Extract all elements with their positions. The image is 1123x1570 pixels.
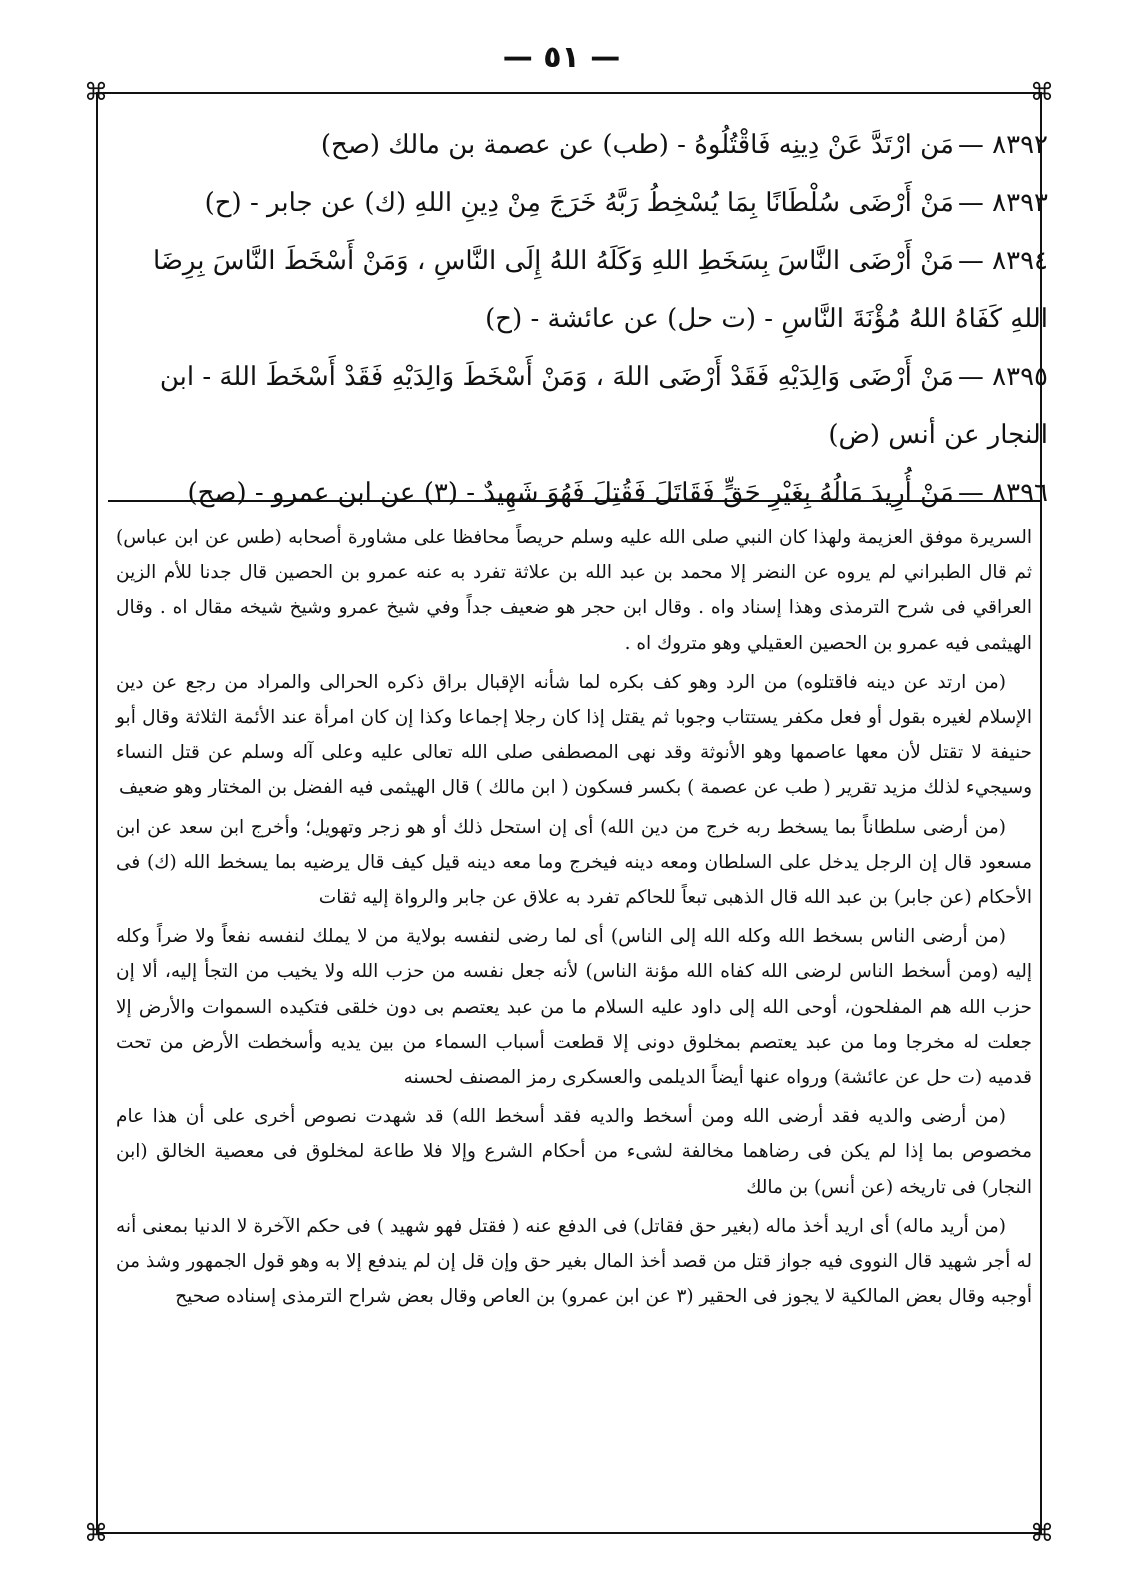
corner-ornament-top-left: ⌘ xyxy=(84,78,108,106)
commentary-section xyxy=(116,520,1032,1314)
hadith-text: مَنْ أَرْضَى النَّاسَ بِسَخَطِ اللهِ وَكَلَهُ اللهُ إِلَى النَّاسِ ، وَمَنْ أَسْخَطَ النَّاسَ بِرِضَا اللهِ كَفَاهُ اللهُ مُؤْنَةَ النَّاسِ - (ت حل) عن عائشة - (ح) xyxy=(152,246,1048,334)
hadith-number: ٨٣٩٦ — xyxy=(957,478,1048,508)
footnote-separator xyxy=(108,500,1042,502)
commentary-paragraph: (من أرضى سلطاناً بما يسخط ربه خرج من دين الله) أى إن استحل ذلك أو هو زجر وتهويل؛ وأخرج ابن سعد عن ابن مسعود قال إن الرجل يدخل على السلطان ومعه دينه فيخرج وما معه دينه قيل كيف قال يرضيه بما يسخط الله (ك) فى الأحكام (عن جابر) بن عبد الله قال الذهبى تبعاً للحاكم تفرد به علاق عن جابر والرواة إليه ثقات xyxy=(116,816,1032,909)
hadith-text: مَنْ أَرْضَى سُلْطَانًا بِمَا يُسْخِطُ رَبَّهُ خَرَجَ مِنْ دِينِ اللهِ (ك) عن جابر - (ح) xyxy=(204,188,954,218)
page-number: — ٥١ — xyxy=(502,40,621,75)
hadith-entry xyxy=(118,348,1048,464)
hadith-entry xyxy=(118,174,1048,232)
hadith-number: ٨٣٩٤ — xyxy=(957,246,1048,276)
commentary-paragraph: (من أرضى الناس بسخط الله وكله الله إلى الناس) أى لما رضى لنفسه بولاية من لا يملك لنفسه نفعاً ولا ضراً وكله إليه (ومن أسخط الناس لرضى الله كفاه الله مؤنة الناس) لأنه جعل نفسه من حزب الله ولا يخيب من التجأ إليه، ألا إن حزب الله هم المفلحون، أوحى الله إلى داود عليه السلام ما من عبد يعتصم بى دون خلقى فتكيده السموات والأرض إلا جعلت له مخرجا وما من عبد يعتصم بمخلوق دونى إلا قطعت أسباب السماء من بين يديه وأسخطت الأرض من تحت قدميه (ت حل عن عائشة) ورواه عنها أيضاً الديلمى والعسكرى رمز المصنف لحسنه xyxy=(116,926,1032,1089)
hadith-entry xyxy=(118,116,1048,174)
corner-ornament-bottom-left: ⌘ xyxy=(84,1519,108,1547)
hadith-number: ٨٣٩٥ — xyxy=(957,362,1048,392)
hadith-text: مَنْ أَرْضَى وَالِدَيْهِ فَقَدْ أَرْضَى اللهَ ، وَمَنْ أَسْخَطَ وَالِدَيْهِ فَقَدْ أَسْخَطَ اللهَ - ابن النجار عن أنس (ض) xyxy=(159,362,1048,450)
hadith-text: مَنْ أُرِيدَ مَالُهُ بِغَيْرِ حَقٍّ فَقَاتَلَ فَقُتِلَ فَهُوَ شَهِيدٌ - (٣) عن ابن عمرو - (صح) xyxy=(187,478,954,508)
hadith-entry xyxy=(118,464,1048,522)
hadith-text: مَن ارْتَدَّ عَنْ دِينِه فَاقْتُلُوهُ - (طب) عن عصمة بن مالك (صح) xyxy=(320,130,954,160)
hadith-entry xyxy=(118,232,1048,348)
corner-ornament-top-right: ⌘ xyxy=(1030,78,1054,106)
commentary-paragraph: (من أريد ماله) أى اريد أخذ ماله (بغير حق فقاتل) فى الدفع عنه ( فقتل فهو شهيد ) فى حكم الآخرة لا الدنيا بمعنى أنه له أجر شهيد قال النووى فيه جواز قتل من قصد أخذ المال بغير حق وإن قل إن لم يندفع إلا به وهو قول الجمهور وشذ من أوجبه وقال بعض المالكية لا يجوز فى الحقير (٣ عن ابن عمرو) بن العاص وقال بعض شراح الترمذى إسناده صحيح xyxy=(116,1215,1032,1308)
corner-ornament-bottom-right: ⌘ xyxy=(1030,1519,1054,1547)
commentary-paragraph: السريرة موفق العزيمة ولهذا كان النبي صلى الله عليه وسلم حريصاً محافظا على مشاورة أصحابه (طس عن ابن عباس) ثم قال الطبراني لم يروه عن النضر إلا محمد بن عبد الله بن علاثة تفرد به عنه عمرو بن الحصين قال جدنا للأم الزين العراقي فى شرح الترمذى وهذا إسناد واه . وقال ابن حجر هو ضعيف جداً وفي شيخ عمرو وشيخ شيخه مقال اه . وقال الهيثمى فيه عمرو بن الحصين العقيلي وهو متروك اه . xyxy=(116,527,1032,654)
hadith-list xyxy=(118,116,1048,522)
hadith-number: ٨٣٩٢ — xyxy=(957,130,1048,160)
commentary-paragraph: (من ارتد عن دينه فاقتلوه) من الرد وهو كف بكره لما شأنه الإقبال براق ذكره الحرالى والمراد من رجع عن دين الإسلام لغيره بقول أو فعل مكفر يستتاب وجوبا ثم يقتل إذا كان رجلا إجماعا وكذا إن كان امرأة عند الأئمة الثلاثة وقال أبو حنيفة لا تقتل لأن معها عاصمها وهو الأنوثة وقد نهى المصطفى صلى الله تعالى عليه وعلى آله وسلم عن قتل النساء وسيجيء لذلك مزيد تقرير ( طب عن عصمة ) بكسر فسكون ( ابن مالك ) قال الهيثمى فيه الفضل بن المختار وهو ضعيف xyxy=(116,671,1032,799)
hadith-number: ٨٣٩٣ — xyxy=(957,188,1048,218)
commentary-paragraph: (من أرضى والديه فقد أرضى الله ومن أسخط والديه فقد أسخط الله) قد شهدت نصوص أخرى على أن هذا عام مخصوص بما إذا لم يكن فى رضاهما مخالفة لشىء من أحكام الشرع وإلا فلا طاعة لمخلوق فى معصية الخالق (ابن النجار) فى تاريخه (عن أنس) بن مالك xyxy=(116,1106,1032,1198)
